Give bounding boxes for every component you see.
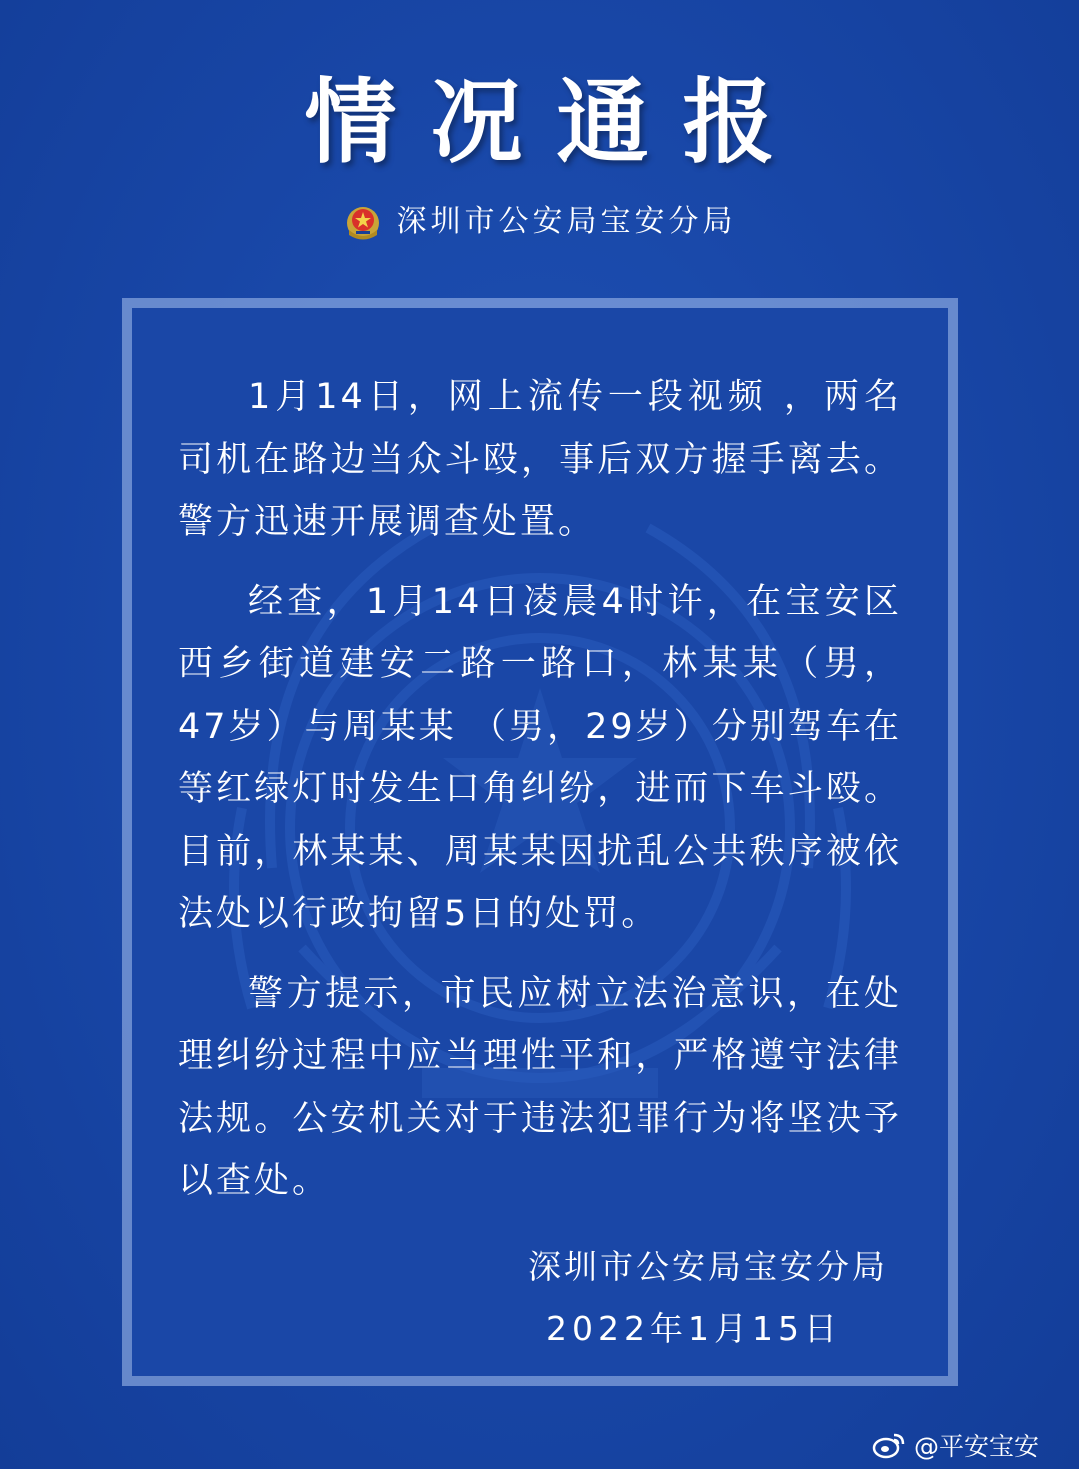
paragraph-3: 警方提示，市民应树立法治意识，在处理纠纷过程中应当理性平和，严格遵守法律法规。公安机关对于违法犯罪行为将坚决予以查处。: [178, 973, 902, 1201]
weibo-watermark: [872, 1427, 1039, 1463]
signature-date: 2022年1月15日: [546, 1309, 842, 1348]
signature-agency: 深圳市公安局宝安分局: [528, 1247, 888, 1286]
content-panel: [132, 308, 948, 1376]
weibo-icon: [872, 1431, 906, 1459]
paragraph-1: 1月14日，网上流传一段视频 ，两名司机在路边当众斗殴，事后双方握手离去。警方迅速开展调查处置。: [178, 377, 902, 542]
notice-body: [178, 366, 902, 1230]
paragraph-2: 经查，1月14日凌晨4时许，在宝安区西乡街道建安二路一路口，林某某（男，47岁）与周某某 （男，29岁）分别驾车在等红绿灯时发生口角纠纷，进而下车斗殴。目前，林某某、周某某因扰乱公共秩序被依法处以行政拘留5日的处罚。: [178, 581, 902, 934]
signature-block: [528, 1236, 888, 1360]
police-badge-icon: [343, 202, 383, 242]
agency-header: [0, 200, 1079, 244]
page-title: 情况通报: [304, 68, 809, 176]
weibo-handle: @平安宝安: [913, 1432, 1039, 1461]
agency-name: 深圳市公安局宝安分局: [396, 204, 737, 239]
